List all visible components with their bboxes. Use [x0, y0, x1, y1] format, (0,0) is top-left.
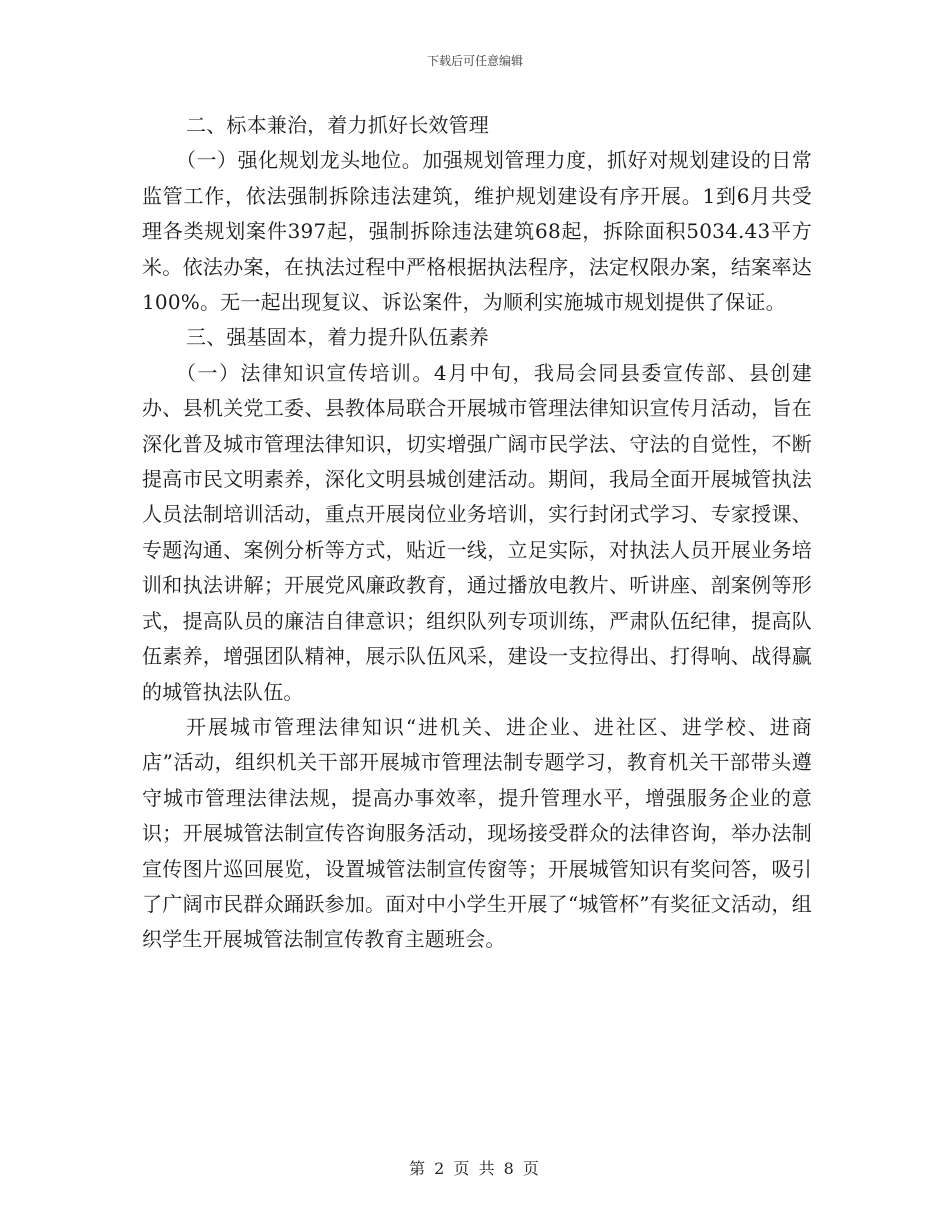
section-heading: 二、标本兼治，着力抓好长效管理 — [186, 113, 489, 137]
document-body — [142, 108, 812, 958]
section-heading: 三、强基固本，着力提升队伍素养 — [186, 325, 489, 350]
page-header: 下载后可任意编辑 — [426, 54, 523, 68]
page-footer: 第 2 页 共 8 页 — [409, 1159, 541, 1178]
paragraph: （一）法律知识宣传培训。4月中旬，我局会同县委宣传部、县创建办、县机关党工委、县教体局联合开展城市管理法律知识宣传月活动，旨在深化普及城市管理法律知识，切实增强广阔市民学法、守法的自觉性，不断提高市民文明素养，深化文明县城创建活动。期间，我局全面开展城管执法人员法制培训活动，重点开展岗位业务培训，实行封闭式学习、专家授课、专题沟通、案例分析等方式，贴近一线，立足实际，对执法人员开展业务培训和执法讲解；开展党风廉政教育，通过播放电教片、听讲座、剖案例等形式，提高队员的廉洁自律意识；组织队列专项训练，严肃队伍纪律，提高队伍素养，增强团队精神，展示队伍风采，建设一支拉得出、打得响、战得赢的城管执法队伍。 — [142, 360, 812, 704]
paragraph: 开展城市管理法律知识“进机关、进企业、进社区、进学校、进商店”活动，组织机关干部开展城市管理法制专题学习，教育机关干部带头遵守城市管理法律法规，提高办事效率，提升管理水平，增强服务企业的意识；开展城管法制宣传咨询服务活动，现场接受群众的法律咨询，举办法制宣传图片巡回展览，设置城管法制宣传窗等；开展城管知识有奖问答，吸引了广阔市民群众踊跃参加。面对中小学生开展了“城管杯”有奖征文活动，组织学生开展城管法制宣传教育主题班会。 — [142, 714, 812, 952]
paragraph: （一）强化规划龙头地位。加强规划管理力度，抓好对规划建设的日常监管工作，依法强制拆除违法建筑，维护规划建设有序开展。1到6月共受理各类规划案件397起，强制拆除违法建筑68起，拆除面积5034.43平方米。依法办案，在执法过程中严格根据执法程序，法定权限办案，结案率达100%。无一起出现复议、诉讼案件，为顺利实施城市规划提供了保证。 — [142, 148, 812, 315]
